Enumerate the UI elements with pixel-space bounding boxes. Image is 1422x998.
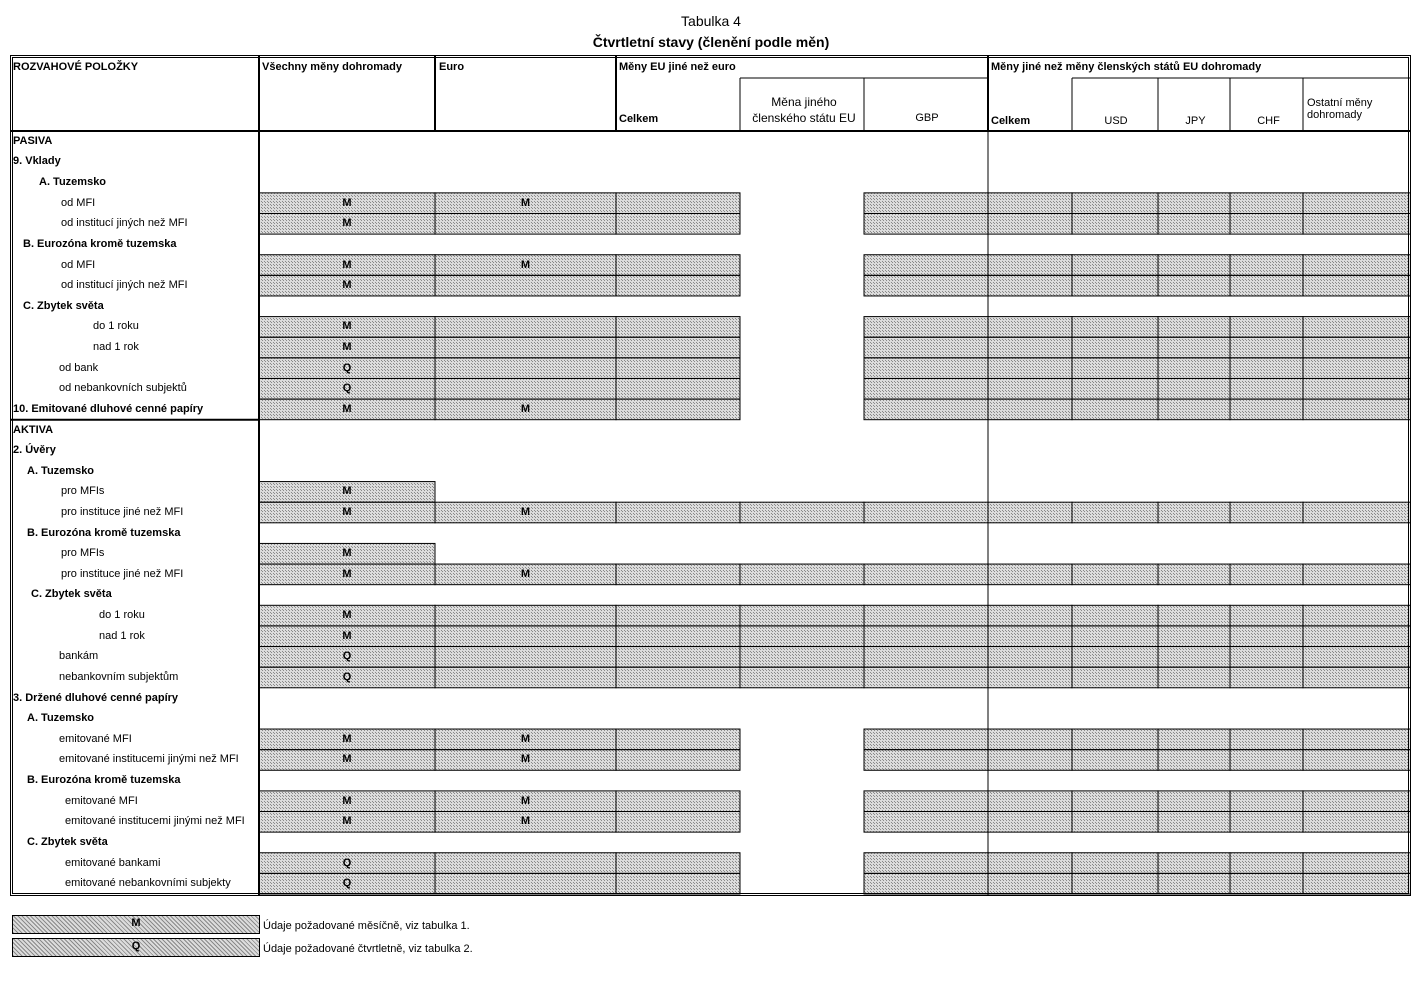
hatched-cell xyxy=(435,317,616,338)
hatched-cell xyxy=(988,337,1072,358)
mark-euro: M xyxy=(520,196,531,209)
hatched-cell xyxy=(988,812,1072,833)
header-all-currencies: Všechny měny dohromady xyxy=(262,61,402,73)
row-label: do 1 roku xyxy=(99,609,145,622)
hatched-cell xyxy=(1158,358,1230,379)
hatched-cell xyxy=(1072,605,1158,626)
hatched-cell xyxy=(435,667,616,688)
hatched-cell xyxy=(1158,873,1230,894)
hatched-cell xyxy=(1072,255,1158,276)
hatched-cell xyxy=(1230,873,1303,894)
hatched-cell xyxy=(1072,750,1158,771)
hatched-cell xyxy=(740,667,864,688)
hatched-cell xyxy=(1303,853,1411,874)
hatched-cell xyxy=(616,729,740,750)
hatched-cell xyxy=(1303,647,1411,668)
hatched-cell xyxy=(616,502,740,523)
hatched-cell xyxy=(435,378,616,399)
hatched-cell xyxy=(740,647,864,668)
mark-all-currencies: Q xyxy=(342,361,352,374)
row-label: 9. Vklady xyxy=(13,155,61,168)
hatched-cell xyxy=(616,853,740,874)
hatched-cell xyxy=(1072,667,1158,688)
hatched-cell xyxy=(988,399,1072,420)
hatched-cell xyxy=(435,873,616,894)
hatched-cell xyxy=(988,213,1072,234)
hatched-cell xyxy=(1158,812,1230,833)
hatched-cell xyxy=(1158,626,1230,647)
hatched-cell xyxy=(1072,647,1158,668)
hatched-cell xyxy=(864,853,988,874)
hatched-cell xyxy=(1303,729,1411,750)
hatched-cell xyxy=(1158,667,1230,688)
header-chf: CHF xyxy=(1257,115,1280,127)
hatched-cell xyxy=(864,564,988,585)
mark-euro: M xyxy=(520,567,531,580)
hatched-cell xyxy=(1303,750,1411,771)
hatched-cell xyxy=(988,626,1072,647)
mark-all-currencies: M xyxy=(342,217,352,230)
hatched-cell xyxy=(616,626,740,647)
row-label: do 1 roku xyxy=(93,320,139,333)
hatched-cell xyxy=(988,605,1072,626)
mark-euro: M xyxy=(520,506,531,518)
hatched-cell xyxy=(1230,275,1303,296)
hatched-cell xyxy=(740,626,864,647)
hatched-cell xyxy=(864,647,988,668)
header-euro: Euro xyxy=(439,61,465,73)
hatched-cell xyxy=(1303,667,1411,688)
row-label: A. Tuzemsko xyxy=(27,464,95,477)
header-other-currencies: Ostatní měny dohromady xyxy=(1307,97,1373,121)
hatched-cell xyxy=(1303,873,1411,894)
hatched-cell xyxy=(1230,812,1303,833)
hatched-cell xyxy=(1158,564,1230,585)
hatched-cell xyxy=(1303,275,1411,296)
row-label: emitované nebankovními subjekty xyxy=(65,877,231,890)
hatched-cell xyxy=(1230,502,1303,523)
hatched-cell xyxy=(1303,502,1411,523)
row-label: od institucí jiných než MFI xyxy=(61,279,188,292)
hatched-cell xyxy=(616,564,740,585)
header-items: ROZVAHOVÉ POLOŽKY xyxy=(13,61,139,73)
legend-text-monthly: Údaje požadované měsíčně, viz tabulka 1. xyxy=(263,920,470,932)
row-label: nad 1 rok xyxy=(99,629,145,642)
header-non-eu-currencies: Měny jiné než měny členských států EU dohromady xyxy=(991,61,1262,73)
hatched-cell xyxy=(1303,626,1411,647)
hatched-cell xyxy=(1230,358,1303,379)
currency-breakdown-table xyxy=(10,55,1411,896)
hatched-cell xyxy=(1158,378,1230,399)
hatched-cell xyxy=(1072,378,1158,399)
hatched-cell xyxy=(1072,399,1158,420)
header-gbp: GBP xyxy=(915,112,939,124)
hatched-cell xyxy=(864,213,988,234)
hatched-cell xyxy=(864,255,988,276)
mark-euro: M xyxy=(520,732,531,745)
hatched-cell xyxy=(1230,564,1303,585)
row-label: bankám xyxy=(59,650,99,663)
row-label: emitované MFI xyxy=(59,732,132,745)
row-label: C. Zbytek světa xyxy=(31,588,112,601)
row-label: od MFI xyxy=(61,196,96,209)
row-label: emitované institucemi jinými než MFI xyxy=(65,815,245,828)
mark-all-currencies: Q xyxy=(342,382,352,395)
hatched-cell xyxy=(1072,213,1158,234)
row-label: pro instituce jiné než MFI xyxy=(61,506,184,518)
mark-all-currencies: M xyxy=(342,815,352,828)
hatched-cell xyxy=(435,605,616,626)
row-label: pro instituce jiné než MFI xyxy=(61,567,184,580)
hatched-cell xyxy=(988,647,1072,668)
hatched-cell xyxy=(435,853,616,874)
hatched-cell xyxy=(1158,853,1230,874)
hatched-cell xyxy=(1072,502,1158,523)
mark-all-currencies: M xyxy=(342,402,352,415)
row-label: C. Zbytek světa xyxy=(23,299,104,312)
row-label: AKTIVA xyxy=(13,423,54,436)
hatched-cell xyxy=(864,750,988,771)
hatched-cell xyxy=(864,193,988,214)
mark-all-currencies: M xyxy=(342,258,352,271)
hatched-cell xyxy=(864,667,988,688)
hatched-cell xyxy=(988,667,1072,688)
hatched-cell xyxy=(1230,193,1303,214)
hatched-cell xyxy=(1158,647,1230,668)
row-label: nad 1 rok xyxy=(93,341,139,354)
hatched-cell xyxy=(1158,729,1230,750)
hatched-cell xyxy=(1230,317,1303,338)
hatched-cell xyxy=(1230,378,1303,399)
table-subtitle: Čtvrtletní stavy (členění podle měn) xyxy=(592,34,830,50)
hatched-cell xyxy=(1230,647,1303,668)
hatched-cell xyxy=(1072,564,1158,585)
table-grid xyxy=(10,55,1411,896)
mark-all-currencies: M xyxy=(342,196,352,209)
hatched-cell xyxy=(616,750,740,771)
hatched-cell xyxy=(616,358,740,379)
hatched-cell xyxy=(1072,358,1158,379)
hatched-cell xyxy=(1072,275,1158,296)
hatched-cell xyxy=(616,378,740,399)
hatched-cell xyxy=(1230,213,1303,234)
hatched-cell xyxy=(864,317,988,338)
hatched-cell xyxy=(616,317,740,338)
hatched-cell xyxy=(988,564,1072,585)
header-eu-other-currency: Měna jiného členského státu EU xyxy=(752,95,856,125)
hatched-cell xyxy=(988,317,1072,338)
hatched-cell xyxy=(1158,193,1230,214)
hatched-cell xyxy=(988,791,1072,812)
hatched-cell xyxy=(864,358,988,379)
hatched-cell xyxy=(1072,873,1158,894)
row-label: pro MFIs xyxy=(61,485,105,498)
hatched-cell xyxy=(740,605,864,626)
mark-all-currencies: M xyxy=(342,320,352,333)
hatched-cell xyxy=(1230,255,1303,276)
hatched-cell xyxy=(864,873,988,894)
hatched-cell xyxy=(988,378,1072,399)
hatched-cell xyxy=(864,502,988,523)
row-label: od bank xyxy=(59,361,99,374)
hatched-cell xyxy=(864,378,988,399)
hatched-cell xyxy=(740,564,864,585)
hatched-cell xyxy=(1230,853,1303,874)
legend-text-quarterly: Údaje požadované čtvrtletně, viz tabulka 2. xyxy=(263,943,473,955)
hatched-cell xyxy=(1303,791,1411,812)
hatched-cell xyxy=(616,399,740,420)
mark-euro: M xyxy=(520,815,531,828)
legend-mark-monthly: M xyxy=(131,917,141,929)
hatched-cell xyxy=(616,255,740,276)
hatched-cell xyxy=(1303,812,1411,833)
mark-all-currencies: M xyxy=(342,794,352,807)
hatched-cell xyxy=(1303,317,1411,338)
mark-euro: M xyxy=(520,753,531,766)
header-eu-currencies: Měny EU jiné než euro xyxy=(619,61,736,73)
hatched-cell xyxy=(988,729,1072,750)
hatched-cell xyxy=(616,647,740,668)
hatched-cell xyxy=(1072,812,1158,833)
hatched-cell xyxy=(1303,358,1411,379)
row-label: PASIVA xyxy=(13,134,53,147)
hatched-cell xyxy=(1072,729,1158,750)
hatched-cell xyxy=(988,873,1072,894)
hatched-cell xyxy=(1230,729,1303,750)
hatched-cell xyxy=(988,255,1072,276)
hatched-cell xyxy=(1072,626,1158,647)
hatched-cell xyxy=(864,791,988,812)
mark-all-currencies: M xyxy=(342,629,352,642)
mark-all-currencies: Q xyxy=(342,670,352,683)
hatched-cell xyxy=(1072,193,1158,214)
hatched-cell xyxy=(616,873,740,894)
row-label: 3. Držené dluhové cenné papíry xyxy=(13,691,179,704)
mark-all-currencies: Q xyxy=(342,877,352,890)
hatched-cell xyxy=(1303,378,1411,399)
mark-all-currencies: Q xyxy=(342,650,352,663)
hatched-cell xyxy=(616,193,740,214)
hatched-cell xyxy=(1230,750,1303,771)
hatched-cell xyxy=(616,337,740,358)
row-label: emitované bankami xyxy=(65,856,161,869)
hatched-cell xyxy=(1072,337,1158,358)
hatched-cell xyxy=(1303,255,1411,276)
mark-all-currencies: M xyxy=(342,547,352,560)
hatched-cell xyxy=(616,791,740,812)
hatched-cell xyxy=(1230,667,1303,688)
row-label: 10. Emitované dluhové cenné papíry xyxy=(13,402,204,415)
hatched-cell xyxy=(1230,626,1303,647)
hatched-cell xyxy=(435,337,616,358)
hatched-cell xyxy=(740,502,864,523)
hatched-cell xyxy=(988,275,1072,296)
table-title: Tabulka 4 xyxy=(681,13,741,29)
row-label: C. Zbytek světa xyxy=(27,835,108,848)
row-label: od nebankovních subjektů xyxy=(59,382,187,395)
hatched-cell xyxy=(1158,750,1230,771)
header-eu-total: Celkem xyxy=(619,113,659,125)
hatched-cell xyxy=(1230,791,1303,812)
mark-all-currencies: M xyxy=(342,567,352,580)
hatched-cell xyxy=(435,647,616,668)
hatched-cell xyxy=(1230,399,1303,420)
hatched-cell xyxy=(864,399,988,420)
row-label: A. Tuzemsko xyxy=(27,712,95,725)
hatched-cell xyxy=(1230,337,1303,358)
hatched-cell xyxy=(864,275,988,296)
hatched-cell xyxy=(616,667,740,688)
hatched-cell xyxy=(435,275,616,296)
hatched-cell xyxy=(1303,337,1411,358)
hatched-cell xyxy=(988,502,1072,523)
hatched-cell xyxy=(1158,275,1230,296)
hatched-cell xyxy=(616,605,740,626)
hatched-cell xyxy=(1158,213,1230,234)
header-usd: USD xyxy=(1104,115,1128,127)
hatched-cell xyxy=(435,213,616,234)
header-non-eu-total: Celkem xyxy=(991,115,1031,127)
row-label: B. Eurozóna kromě tuzemska xyxy=(27,526,181,539)
row-label: B. Eurozóna kromě tuzemska xyxy=(23,237,177,250)
hatched-cell xyxy=(864,626,988,647)
mark-all-currencies: M xyxy=(342,485,352,498)
legend-mark-quarterly: Q xyxy=(131,940,141,952)
mark-all-currencies: M xyxy=(342,609,352,622)
hatched-cell xyxy=(616,213,740,234)
hatched-cell xyxy=(1303,193,1411,214)
hatched-cell xyxy=(864,337,988,358)
hatched-cell xyxy=(1158,791,1230,812)
hatched-cell xyxy=(435,626,616,647)
row-label: od institucí jiných než MFI xyxy=(61,217,188,230)
row-label: od MFI xyxy=(61,258,96,271)
row-label: 2. Úvěry xyxy=(13,444,56,457)
mark-all-currencies: M xyxy=(342,341,352,354)
hatched-cell xyxy=(616,812,740,833)
hatched-cell xyxy=(1158,337,1230,358)
hatched-cell xyxy=(1158,605,1230,626)
hatched-cell xyxy=(1072,791,1158,812)
mark-all-currencies: M xyxy=(342,279,352,292)
row-label: B. Eurozóna kromě tuzemska xyxy=(27,774,181,787)
row-label: emitované institucemi jinými než MFI xyxy=(59,753,239,766)
hatched-cell xyxy=(616,275,740,296)
mark-euro: M xyxy=(520,258,531,271)
row-label: emitované MFI xyxy=(65,794,138,807)
hatched-cell xyxy=(1230,605,1303,626)
hatched-cell xyxy=(1303,399,1411,420)
row-label: A. Tuzemsko xyxy=(39,176,107,189)
mark-euro: M xyxy=(520,402,531,415)
hatched-cell xyxy=(1158,399,1230,420)
mark-all-currencies: M xyxy=(342,732,352,745)
hatched-cell xyxy=(988,853,1072,874)
hatched-cell xyxy=(864,605,988,626)
hatched-cell xyxy=(988,750,1072,771)
mark-all-currencies: Q xyxy=(342,856,352,869)
hatched-cell xyxy=(435,358,616,379)
hatched-cell xyxy=(1303,213,1411,234)
mark-all-currencies: M xyxy=(342,753,352,766)
hatched-cell xyxy=(1303,564,1411,585)
mark-euro: M xyxy=(520,794,531,807)
hatched-cell xyxy=(864,812,988,833)
hatched-cell xyxy=(1072,853,1158,874)
hatched-cell xyxy=(864,729,988,750)
hatched-cell xyxy=(988,193,1072,214)
hatched-cell xyxy=(1158,502,1230,523)
hatched-cell xyxy=(1158,317,1230,338)
hatched-cell xyxy=(1158,255,1230,276)
mark-all-currencies: M xyxy=(342,506,352,518)
hatched-cell xyxy=(1072,317,1158,338)
hatched-cell xyxy=(988,358,1072,379)
row-label: nebankovním subjektům xyxy=(59,670,179,683)
row-label: pro MFIs xyxy=(61,547,105,560)
hatched-cell xyxy=(1303,605,1411,626)
header-jpy: JPY xyxy=(1185,115,1206,127)
